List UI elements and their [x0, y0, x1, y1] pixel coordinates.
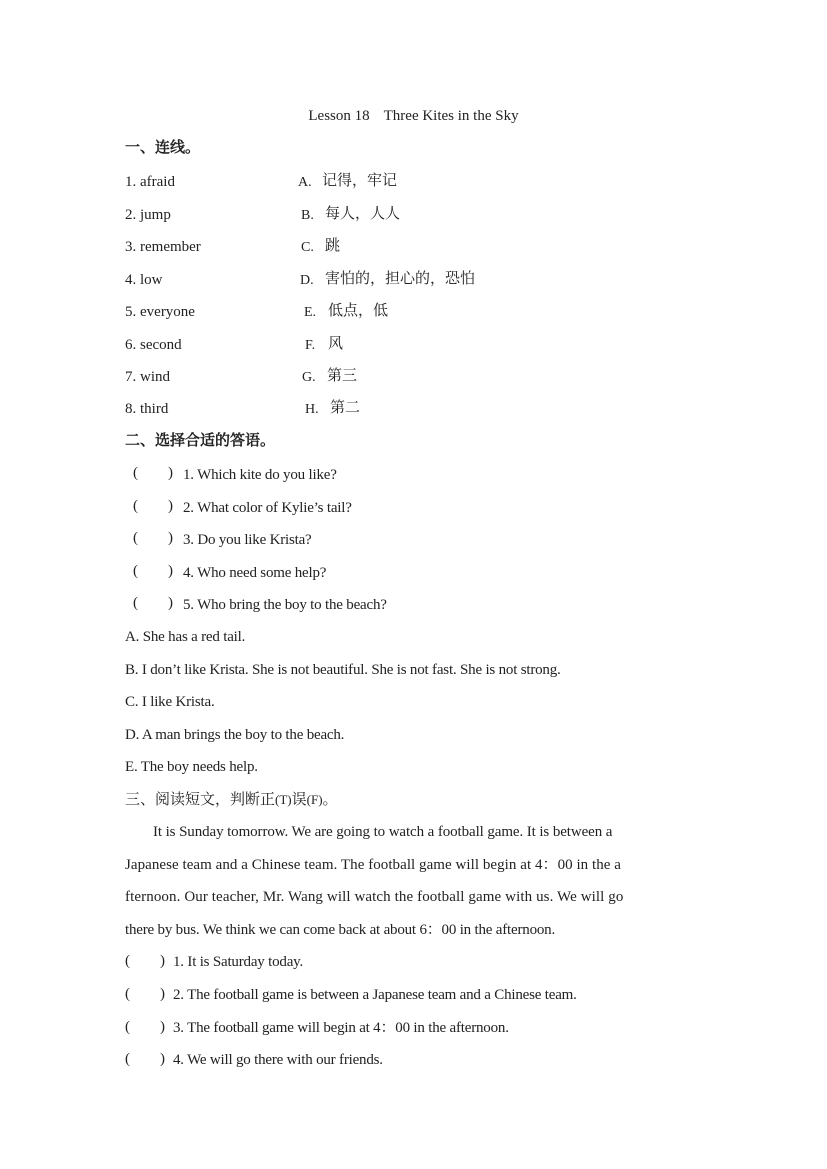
answer-blank-1[interactable]: ( ): [133, 465, 173, 481]
lesson-name: Three Kites in the Sky: [383, 108, 519, 124]
match-option-letter-c: C.: [301, 240, 314, 255]
match-option-letter-h: H.: [305, 402, 319, 417]
page-title: [0, 106, 827, 126]
section1-heading: 一、连线。: [125, 138, 201, 156]
answer-option-d: D. A man brings the boy to the beach.: [125, 727, 345, 743]
answer-option-e: E. The boy needs help.: [125, 759, 258, 775]
statement-3: 3. The football game will begin at 4：00 in the afternoon.: [173, 1020, 509, 1036]
statement-1: 1. It is Saturday today.: [173, 954, 304, 970]
judge-blank-3[interactable]: ( ): [125, 1019, 165, 1035]
match-word-4: 4. low: [125, 272, 163, 288]
match-option-letter-g: G.: [302, 370, 316, 385]
question-5: 5. Who bring the boy to the beach?: [183, 597, 387, 613]
match-word-3: 3. remember: [125, 239, 201, 255]
answer-blank-5[interactable]: ( ): [133, 595, 173, 611]
reading-paragraph-line-2: Japanese team and a Chinese team. The football game will begin at 4：00 in the a: [125, 857, 622, 873]
reading-paragraph-line-1: It is Sunday tomorrow. We are going to watch a football game. It is between a: [153, 824, 613, 840]
answer-blank-3[interactable]: ( ): [133, 530, 173, 546]
section3-heading-prefix: 三、阅读短文，判断正: [125, 790, 276, 808]
match-word-8: 8. third: [125, 401, 169, 417]
answer-blank-4[interactable]: ( ): [133, 563, 173, 579]
answer-blank-2[interactable]: ( ): [133, 498, 173, 514]
match-option-text-f: 风: [328, 334, 344, 352]
reading-paragraph-line-3: fternoon. Our teacher, Mr. Wang will watch the football game with us. We will go: [125, 889, 624, 905]
question-1: 1. Which kite do you like?: [183, 467, 337, 483]
match-option-letter-a: A.: [298, 175, 312, 190]
match-option-text-e: 低点，低: [328, 301, 389, 319]
statement-4: 4. We will go there with our friends.: [173, 1052, 383, 1068]
section3-heading-f: (F): [306, 792, 323, 807]
section3-heading-mid: 误: [291, 790, 307, 808]
match-option-letter-f: F.: [305, 338, 316, 353]
question-2: 2. What color of Kylie’s tail?: [183, 500, 352, 516]
judge-blank-1[interactable]: ( ): [125, 953, 165, 969]
section3-heading: [125, 789, 338, 810]
match-option-text-a: 记得，牢记: [322, 171, 398, 189]
match-word-1: 1. afraid: [125, 174, 175, 190]
statement-2: 2. The football game is between a Japanese team and a Chinese team.: [173, 987, 577, 1003]
match-option-text-g: 第三: [327, 366, 358, 384]
match-word-2: 2. jump: [125, 207, 171, 223]
match-word-7: 7. wind: [125, 369, 170, 385]
match-option-letter-d: D.: [300, 273, 314, 288]
match-word-6: 6. second: [125, 337, 182, 353]
question-3: 3. Do you like Krista?: [183, 532, 312, 548]
match-option-text-b: 每人，人人: [325, 204, 401, 222]
answer-option-a: A. She has a red tail.: [125, 629, 246, 645]
answer-option-c: C. I like Krista.: [125, 694, 215, 710]
lesson-number: Lesson 18: [308, 108, 370, 124]
section2-heading: 二、选择合适的答语。: [125, 431, 276, 449]
match-option-text-c: 跳: [325, 236, 341, 254]
judge-blank-4[interactable]: ( ): [125, 1051, 165, 1067]
answer-option-b: B. I don’t like Krista. She is not beautiful. She is not fast. She is not strong.: [125, 662, 561, 678]
judge-blank-2[interactable]: ( ): [125, 986, 165, 1002]
section3-heading-suffix: 。: [322, 790, 338, 808]
reading-paragraph-line-4: there by bus. We think we can come back at about 6：00 in the afternoon.: [125, 922, 556, 938]
match-word-5: 5. everyone: [125, 304, 195, 320]
match-option-letter-b: B.: [301, 208, 314, 223]
match-option-text-d: 害怕的，担心的，恐怕: [325, 269, 476, 287]
match-option-text-h: 第二: [330, 398, 361, 416]
match-option-letter-e: E.: [304, 305, 317, 320]
section3-heading-t: (T): [275, 792, 292, 807]
question-4: 4. Who need some help?: [183, 565, 327, 581]
